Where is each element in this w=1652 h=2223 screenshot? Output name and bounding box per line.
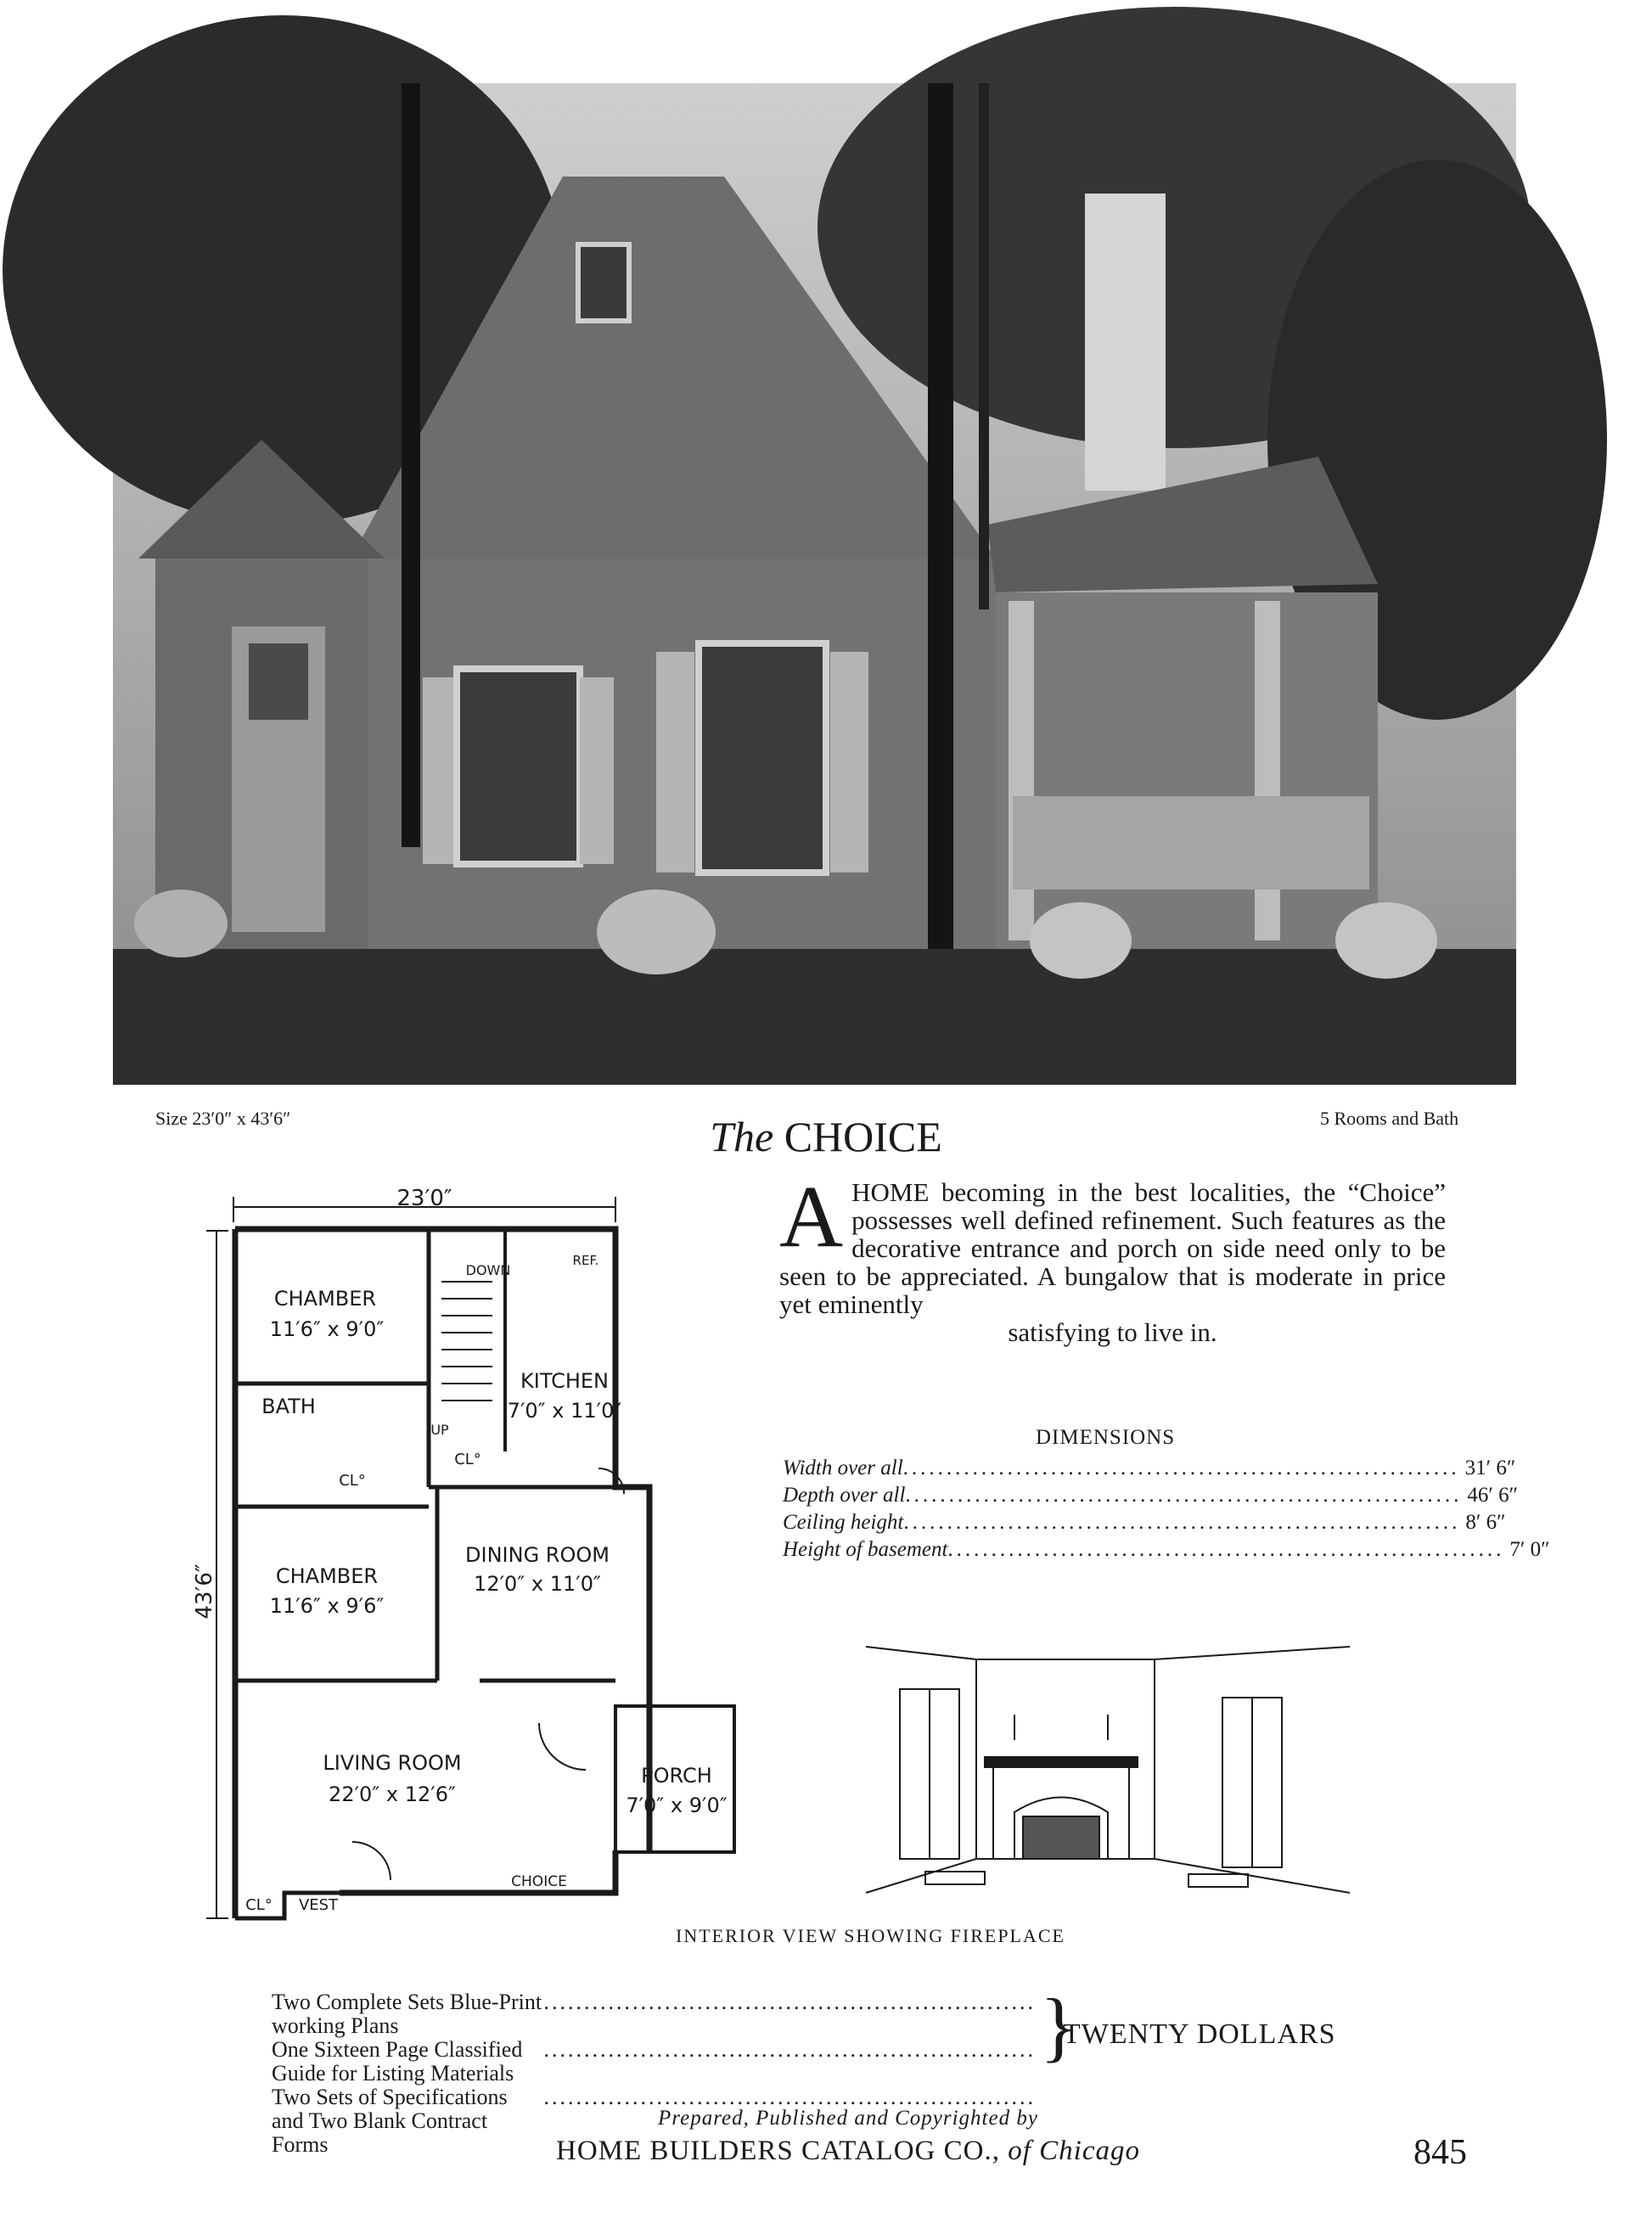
brace: } <box>1040 1983 1078 2069</box>
page-number: 845 <box>1413 2133 1467 2172</box>
prepared-line: Prepared, Published and Copyrighted by <box>658 2107 1038 2130</box>
plan-room-dining: DINING ROOM <box>465 1543 610 1567</box>
plan-label-up: UP <box>430 1422 449 1438</box>
publisher-line <box>0 2136 1652 2167</box>
dimension-row <box>783 1457 1516 1480</box>
plan-label-closet: CL° <box>339 1472 366 1490</box>
plan-room-kitchen-size: 7′0″ x 11′0″ <box>507 1399 622 1423</box>
offer-item-text: One Sixteen Page Classified Guide for Listing Materials <box>272 2037 523 2085</box>
title-main: CHOICE <box>784 1113 942 1160</box>
dimension-row <box>783 1511 1506 1535</box>
dimension-label: Ceiling height <box>783 1511 904 1534</box>
dimension-value: 8′ 6″ <box>1465 1511 1506 1534</box>
plan-room-living: LIVING ROOM <box>323 1751 462 1775</box>
dot-leader: ................................................................ <box>903 1511 1461 1534</box>
dimension-row <box>783 1484 1519 1507</box>
offer-item <box>272 1990 1036 2038</box>
plan-label-closet: CL° <box>454 1451 481 1468</box>
fireplace-illustration-icon <box>866 1638 1350 1910</box>
dimension-value: 46′ 6″ <box>1467 1484 1519 1507</box>
offer-item <box>272 2038 1036 2085</box>
offer-list <box>272 1990 1036 2157</box>
plan-room-porch-size: 7′0″ x 9′0″ <box>626 1794 728 1817</box>
house-photo-icon <box>113 83 1516 1085</box>
plan-overall-width: 23′0″ <box>396 1186 452 1211</box>
dimension-label: Depth over all <box>783 1484 906 1507</box>
house-photo <box>113 83 1516 1085</box>
plan-name-label: CHOICE <box>511 1873 567 1890</box>
plan-room-living-size: 22′0″ x 12′6″ <box>329 1782 456 1806</box>
plan-label-ref: REF. <box>572 1253 599 1268</box>
plan-room-chamber-2-size: 11′6″ x 9′6″ <box>269 1594 385 1618</box>
plan-room-chamber-2: CHAMBER <box>275 1564 379 1588</box>
dot-leader: ............................................................. <box>543 2037 1036 2062</box>
dimensions-heading: DIMENSIONS <box>1036 1426 1176 1449</box>
plan-room-kitchen: KITCHEN <box>520 1369 609 1393</box>
rooms-label: 5 Rooms and Bath <box>1320 1108 1459 1129</box>
dimension-value: 31′ 6″ <box>1464 1457 1516 1479</box>
price: TWENTY DOLLARS <box>1063 2018 1336 2050</box>
plan-room-bath: BATH <box>261 1395 316 1418</box>
plan-label-vest: VEST <box>298 1896 339 1914</box>
description-text: HOME becoming in the best localities, the “Choice” possesses well defined refinement. Such features as the decorative entrance and porch on side need only to be seen to be appreciated. A bungalow that is moderate in price yet eminently <box>779 1177 1446 1319</box>
plan-label-down: DOWN <box>465 1262 511 1278</box>
offer-item-text: Two Complete Sets Blue-Print working Plans <box>272 1990 542 2038</box>
publisher-city: of Chicago <box>1008 2136 1140 2166</box>
plan-label-closet: CL° <box>245 1896 273 1914</box>
dimension-label: Height of basement <box>783 1538 948 1561</box>
dot-leader: ................................................................ <box>947 1538 1505 1561</box>
dot-leader: ............................................................. <box>543 1990 1036 2014</box>
description <box>779 1168 1446 1347</box>
size-label: Size 23′0″ x 43′6″ <box>155 1108 291 1129</box>
plan-overall-depth: 43′6″ <box>192 1563 217 1620</box>
plan-room-chamber-1: CHAMBER <box>273 1287 377 1311</box>
dot-leader: ............................................................. <box>543 2085 1036 2109</box>
floor-plan <box>192 1171 743 1935</box>
plan-room-dining-size: 12′0″ x 11′0″ <box>474 1572 601 1596</box>
interior-caption: INTERIOR VIEW SHOWING FIREPLACE <box>676 1925 1065 1946</box>
dimension-row <box>783 1538 1550 1562</box>
dot-leader: ................................................................ <box>905 1484 1463 1507</box>
plan-room-porch: PORCH <box>641 1764 712 1788</box>
dimension-label: Width over all <box>783 1457 903 1479</box>
description-last-line: satisfying to live in. <box>1008 1317 1217 1347</box>
floor-plan-drawing <box>192 1171 743 1935</box>
interior-sketch <box>866 1638 1350 1910</box>
dot-leader: ................................................................ <box>902 1457 1460 1479</box>
title-prefix: The <box>710 1113 774 1160</box>
dimension-value: 7′ 0″ <box>1509 1538 1550 1561</box>
publisher-name: HOME BUILDERS CATALOG CO., <box>556 2136 1000 2166</box>
page-title <box>0 1112 1652 1161</box>
dropcap: A <box>779 1168 844 1266</box>
offer-item-text: Two Sets of Specifications and Two Blank Contract Forms <box>272 2085 508 2157</box>
plan-room-chamber-1-size: 11′6″ x 9′0″ <box>269 1317 385 1341</box>
